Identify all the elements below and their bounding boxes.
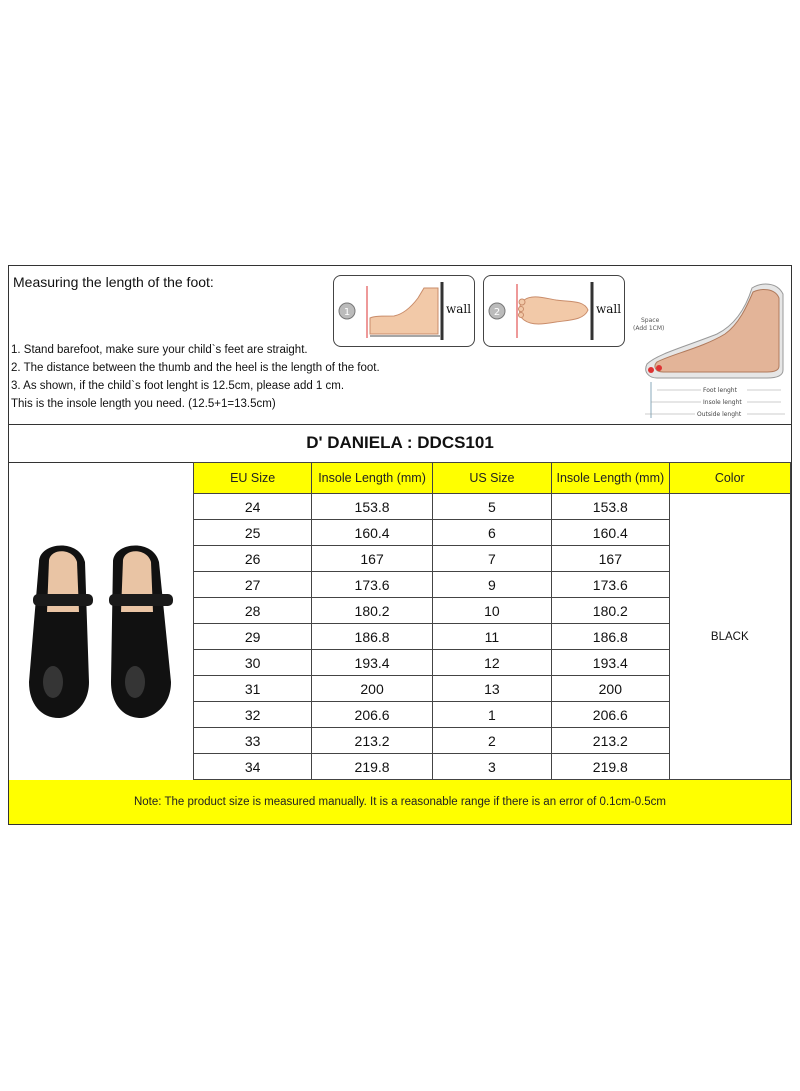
insole-length-cell: 167 [312,546,432,572]
shoe-product-image [19,532,189,722]
foot-top-diagram [483,275,625,347]
insole-length-cell: 180.2 [552,598,669,624]
us-size-cell: 6 [432,520,551,546]
step-2: 2. The distance between the thumb and the heel is the length of the foot. [11,362,380,374]
space-label: Space [641,317,660,324]
measuring-section [9,266,791,425]
brand-title: D' DANIELA : DDCS101 [9,424,791,463]
us-size-cell: 9 [432,572,551,598]
insole-length-cell: 206.6 [312,702,432,728]
size-note: Note: The product size is measured manually. It is a reasonable range if there is an error of 0.1cm-0.5cm [9,780,791,824]
eu-size-cell: 27 [194,572,312,598]
insole-length-cell: 219.8 [312,754,432,780]
size-chart [8,265,792,825]
insole-length-cell: 213.2 [552,728,669,754]
insole-length-cell: 219.8 [552,754,669,780]
us-size-cell: 3 [432,754,551,780]
insole-length-cell: 200 [312,676,432,702]
us-size-cell: 12 [432,650,551,676]
step-4: This is the insole length you need. (12.5+1=13.5cm) [11,398,276,410]
size-table-area [9,462,791,781]
eu-size-cell: 32 [194,702,312,728]
eu-size-cell: 25 [194,520,312,546]
insole-length-cell: 153.8 [312,494,432,520]
insole-length-cell: 193.4 [552,650,669,676]
insole-length-cell: 200 [552,676,669,702]
eu-size-cell: 26 [194,546,312,572]
header-color: Color [669,463,790,494]
insole-length-cell: 186.8 [312,624,432,650]
step-3: 3. As shown, if the child`s foot lenght is 12.5cm, please add 1 cm. [11,380,345,392]
insole-length-cell: 193.4 [312,650,432,676]
eu-size-cell: 31 [194,676,312,702]
color-cell: BLACK [669,494,790,780]
eu-size-cell: 33 [194,728,312,754]
step-1: 1. Stand barefoot, make sure your child`s feet are straight. [11,344,308,356]
wall-label-2: wall [596,302,622,316]
eu-size-cell: 28 [194,598,312,624]
header-insole-length-1: Insole Length (mm) [312,463,432,494]
eu-size-cell: 24 [194,494,312,520]
insole-length-cell: 180.2 [312,598,432,624]
header-us-size: US Size [432,463,551,494]
table-header-row [194,463,791,494]
foot-side-diagram [333,275,475,347]
insole-length-cell: 167 [552,546,669,572]
insole-length-cell: 186.8 [552,624,669,650]
eu-size-cell: 30 [194,650,312,676]
insole-length-cell: 206.6 [552,702,669,728]
measuring-title: Measuring the length of the foot: [13,274,214,290]
diagram-1-number: 1 [343,307,351,318]
us-size-cell: 1 [432,702,551,728]
insole-length-cell: 160.4 [552,520,669,546]
insole-length-cell: 153.8 [552,494,669,520]
us-size-cell: 13 [432,676,551,702]
shoe-measure-diagram [627,274,787,422]
eu-size-cell: 34 [194,754,312,780]
insole-length-cell: 160.4 [312,520,432,546]
size-table [193,462,791,780]
header-eu-size: EU Size [194,463,312,494]
foot-length-label: Foot lenght [703,387,737,394]
eu-size-cell: 29 [194,624,312,650]
insole-length-cell: 173.6 [312,572,432,598]
add-space-label: (Add 1CM) [633,325,665,332]
us-size-cell: 2 [432,728,551,754]
us-size-cell: 5 [432,494,551,520]
header-insole-length-2: Insole Length (mm) [552,463,669,494]
us-size-cell: 10 [432,598,551,624]
us-size-cell: 11 [432,624,551,650]
outside-length-label: Outside lenght [697,411,742,418]
insole-length-cell: 213.2 [312,728,432,754]
table-row [194,494,791,520]
diagram-2-number: 2 [493,307,501,318]
insole-length-cell: 173.6 [552,572,669,598]
wall-label-1: wall [446,302,472,316]
us-size-cell: 7 [432,546,551,572]
insole-length-label: Insole lenght [703,399,742,406]
